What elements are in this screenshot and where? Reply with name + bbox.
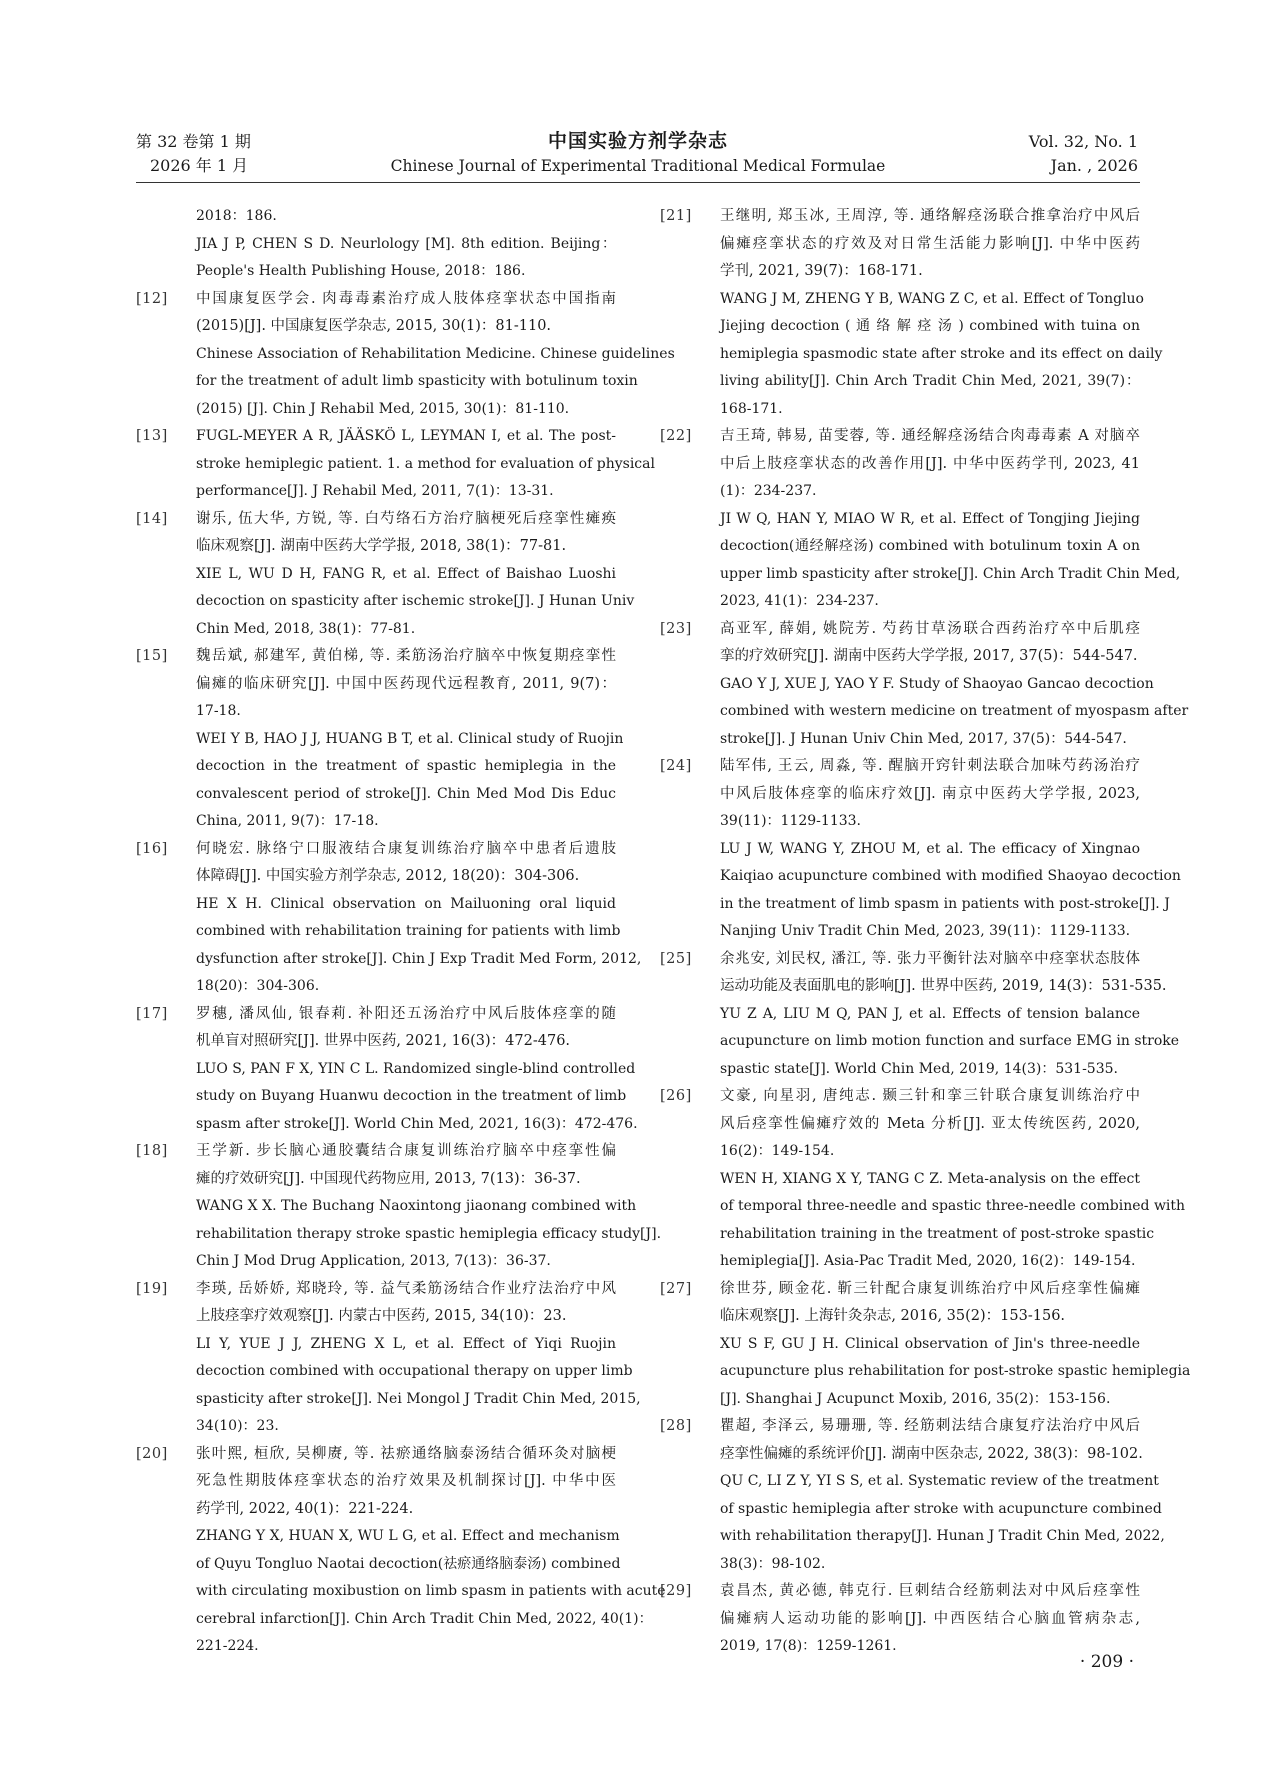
reference-number: [18] bbox=[136, 1143, 168, 1159]
reference-text-line: 魏岳斌, 郝建军, 黄伯梯, 等. 柔筋汤治疗脑卒中恢复期痉挛性 bbox=[196, 648, 616, 664]
reference-text-line: 中后上肢痉挛状态的改善作用[J]. 中华中医药学刊, 2023, 41 bbox=[720, 455, 1140, 472]
reference-text-line: 2023, 41(1)：234-237. bbox=[720, 593, 879, 609]
reference-text-line: LI Y, YUE J J, ZHENG X L, et al. Effect of Yiqi Ruojin bbox=[196, 1335, 616, 1352]
reference-item bbox=[136, 1138, 662, 1276]
reference-item bbox=[136, 643, 624, 836]
reference-text-line: YU Z A, LIU M Q, PAN J, et al. Effects of tension balance bbox=[720, 1005, 1140, 1022]
reference-text-line: 临床观察[J]. 上海针灸杂志, 2016, 35(2)：153-156. bbox=[720, 1308, 1066, 1324]
reference-text-line: 陆军伟, 王云, 周淼, 等. 醒脑开窍针刺法联合加味芍药汤治疗 bbox=[720, 758, 1140, 774]
reference-item bbox=[136, 836, 642, 1001]
reference-item bbox=[660, 1276, 1191, 1414]
reference-text-line: of Quyu Tongluo Naotai decoction(祛瘀通络脑泰汤) combined bbox=[196, 1555, 621, 1572]
reference-text-line: QU C, LI Z Y, YI S S, et al. Systematic review of the treatment bbox=[720, 1473, 1159, 1489]
journal-title-cn: 中国实验方剂学杂志 bbox=[547, 130, 728, 152]
reference-text-line: 偏瘫的临床研究[J]. 中国中医药现代远程教育, 2011, 9(7)： bbox=[196, 675, 616, 692]
reference-text-line: JI W Q, HAN Y, MIAO W R, et al. Effect of Tongjing Jiejing bbox=[720, 510, 1140, 527]
header-date-cn: 2026 年 1 月 bbox=[150, 156, 249, 175]
reference-text-line: Jiejing decoction ( 通 络 解 痉 汤 ) combined with tuina on bbox=[720, 318, 1140, 334]
reference-text-line: 中风后肢体痉挛的临床疗效[J]. 南京中医药大学学报, 2023, bbox=[720, 785, 1140, 802]
reference-number: [12] bbox=[136, 290, 168, 307]
reference-text-line: spasm after stroke[J]. World Chin Med, 2021, 16(3)：472-476. bbox=[196, 1115, 638, 1132]
reference-text-line: 学刊, 2021, 39(7)：168-171. bbox=[720, 263, 923, 279]
reference-text-line: LUO S, PAN F X, YIN C L. Randomized single-blind controlled bbox=[196, 1060, 636, 1077]
reference-text-line: of temporal three-needle and spastic three-needle combined with bbox=[720, 1198, 1186, 1214]
reference-text-line: 中国康复医学会. 肉毒毒素治疗成人肢体痉挛状态中国指南 bbox=[196, 290, 616, 307]
reference-item bbox=[136, 423, 655, 506]
reference-text-line: 上肢痉挛疗效观察[J]. 内蒙古中医药, 2015, 34(10)：23. bbox=[196, 1308, 567, 1324]
reference-text-line: People's Health Publishing House, 2018：186. bbox=[196, 263, 526, 279]
reference-text-line: 王学新. 步长脑心通胶囊结合康复训练治疗脑卒中痉挛性偏 bbox=[196, 1143, 616, 1159]
reference-item bbox=[660, 423, 1181, 616]
reference-text-line: rehabilitation therapy stroke spastic hemiplegia efficacy study[J]. bbox=[196, 1225, 662, 1242]
reference-text-line: performance[J]. J Rehabil Med, 2011, 7(1)：13-31. bbox=[196, 483, 554, 499]
reference-text-line: (2015)[J]. 中国康复医学杂志, 2015, 30(1)：81-110. bbox=[196, 318, 552, 334]
reference-text-line: 何晓宏. 脉络宁口服液结合康复训练治疗脑卒中患者后遗肢 bbox=[196, 840, 616, 857]
reference-text-line: spastic state[J]. World Chin Med, 2019, 14(3)：531-535. bbox=[720, 1060, 1118, 1077]
reference-text-line: decoction(通经解痉汤) combined with botulinum toxin A on bbox=[720, 538, 1140, 554]
reference-text-line: ZHANG Y X, HUAN X, WU L G, et al. Effect and mechanism bbox=[196, 1528, 620, 1544]
reference-text-line: 谢乐, 伍大华, 方锐, 等. 白芍络石方治疗脑梗死后痉挛性瘫痪 bbox=[196, 510, 616, 527]
reference-text-line: 袁昌杰, 黄必德, 韩克行. 巨刺结合经筋刺法对中风后痉挛性 bbox=[720, 1583, 1140, 1599]
reference-text-line: 17-18. bbox=[196, 703, 241, 719]
reference-text-line: decoction combined with occupational therapy on upper limb bbox=[196, 1363, 633, 1379]
reference-number: [27] bbox=[660, 1280, 692, 1297]
reference-text-line: 2018：186. bbox=[196, 208, 277, 224]
reference-text-line: 机单盲对照研究[J]. 世界中医药, 2021, 16(3)：472-476. bbox=[196, 1033, 571, 1049]
reference-text-line: Nanjing Univ Tradit Chin Med, 2023, 39(11)：1129-1133. bbox=[720, 923, 1131, 939]
header-vol-en: Vol. 32, No. 1 bbox=[1028, 132, 1138, 151]
reference-item bbox=[136, 506, 635, 644]
reference-item bbox=[660, 1083, 1186, 1276]
reference-item bbox=[660, 946, 1180, 1084]
reference-text-line: 高亚军, 薛娟, 姚院芳. 芍药甘草汤联合西药治疗卒中后肌痉 bbox=[720, 620, 1140, 637]
reference-text-line: 徐世芬, 顾金花. 靳三针配合康复训练治疗中风后痉挛性偏瘫 bbox=[720, 1280, 1140, 1297]
reference-text-line: 痉挛性偏瘫的系统评价[J]. 湖南中医杂志, 2022, 38(3)：98-102. bbox=[720, 1445, 1143, 1462]
reference-item bbox=[136, 1441, 666, 1661]
reference-item bbox=[660, 1413, 1165, 1578]
reference-text-line: rehabilitation training in the treatment of post-stroke spastic bbox=[720, 1225, 1155, 1242]
reference-text-line: 余兆安, 刘民权, 潘江, 等. 张力平衡针法对脑卒中痉挛状态肢体 bbox=[720, 950, 1140, 967]
reference-text-line: 风后痉挛性偏瘫疗效的 Meta 分析[J]. 亚太传统医药, 2020, bbox=[720, 1115, 1140, 1132]
reference-text-line: stroke[J]. J Hunan Univ Chin Med, 2017, 37(5)：544-547. bbox=[720, 730, 1127, 747]
reference-text-line: Kaiqiao acupuncture combined with modified Shaoyao decoction bbox=[720, 868, 1181, 884]
reference-text-line: stroke hemiplegic patient. 1. a method for evaluation of physical bbox=[196, 455, 655, 472]
reference-text-line: 瘫的疗效研究[J]. 中国现代药物应用, 2013, 7(13)：36-37. bbox=[196, 1170, 581, 1187]
reference-text-line: decoction in the treatment of spastic hemiplegia in the bbox=[196, 758, 616, 774]
reference-text-line: 罗穗, 潘凤仙, 银春莉. 补阳还五汤治疗中风后肢体痉挛的随 bbox=[196, 1005, 616, 1022]
reference-text-line: spasticity after stroke[J]. Nei Mongol J Tradit Chin Med, 2015, bbox=[196, 1390, 641, 1407]
reference-text-line: XIE L, WU D H, FANG R, et al. Effect of Baishao Luoshi bbox=[196, 565, 616, 582]
reference-number: [21] bbox=[660, 208, 692, 224]
reference-text-line: (1)：234-237. bbox=[720, 483, 817, 499]
reference-text-line: WANG X X. The Buchang Naoxintong jiaonang combined with bbox=[196, 1198, 637, 1214]
reference-text-line: in the treatment of limb spasm in patients with post-stroke[J]. J bbox=[720, 895, 1170, 912]
header-volume: 第 32 卷第 1 期 bbox=[136, 132, 251, 151]
reference-number: [29] bbox=[660, 1583, 692, 1599]
reference-text-line: cerebral infarction[J]. Chin Arch Tradit Chin Med, 2022, 40(1)： bbox=[196, 1610, 653, 1627]
reference-text-line: decoction on spasticity after ischemic stroke[J]. J Hunan Univ bbox=[196, 593, 635, 609]
reference-text-line: combined with western medicine on treatment of myospasm after bbox=[720, 703, 1189, 719]
reference-item bbox=[660, 203, 1163, 423]
reference-text-line: FUGL-MEYER A R, JÄÄSKÖ L, LEYMAN I, et al. The post- bbox=[196, 428, 616, 444]
reference-text-line: acupuncture plus rehabilitation for post-stroke spastic hemiplegia bbox=[720, 1363, 1191, 1379]
reference-item bbox=[136, 203, 616, 286]
reference-number: [23] bbox=[660, 620, 692, 637]
reference-text-line: 李瑛, 岳娇娇, 郑晓玲, 等. 益气柔筋汤结合作业疗法治疗中风 bbox=[196, 1280, 616, 1297]
header-rule bbox=[136, 182, 1140, 183]
reference-text-line: LU J W, WANG Y, ZHOU M, et al. The efficacy of Xingnao bbox=[720, 840, 1140, 857]
reference-text-line: 38(3)：98-102. bbox=[720, 1555, 826, 1572]
reference-number: [20] bbox=[136, 1445, 168, 1462]
reference-text-line: with rehabilitation therapy[J]. Hunan J Tradit Chin Med, 2022, bbox=[720, 1528, 1165, 1544]
reference-number: [16] bbox=[136, 840, 168, 857]
reference-text-line: [J]. Shanghai J Acupunct Moxib, 2016, 35(2)：153-156. bbox=[720, 1390, 1111, 1407]
reference-number: [17] bbox=[136, 1005, 168, 1022]
reference-text-line: 文豪, 向星羽, 唐纯志. 颞三针和挛三针联合康复训练治疗中 bbox=[720, 1088, 1140, 1104]
reference-text-line: (2015) [J]. Chin J Rehabil Med, 2015, 30(1)：81-110. bbox=[196, 400, 570, 417]
reference-text-line: for the treatment of adult limb spasticity with botulinum toxin bbox=[196, 373, 638, 389]
reference-number: [26] bbox=[660, 1088, 692, 1104]
reference-number: [22] bbox=[660, 428, 692, 444]
reference-text-line: 偏瘫痉挛状态的疗效及对日常生活能力影响[J]. 中华中医药 bbox=[720, 235, 1140, 252]
reference-text-line: Chin J Mod Drug Application, 2013, 7(13)：36-37. bbox=[196, 1253, 551, 1269]
reference-text-line: 挛的疗效研究[J]. 湖南中医药大学学报, 2017, 37(5)：544-547. bbox=[720, 648, 1138, 664]
reference-text-line: study on Buyang Huanwu decoction in the treatment of limb bbox=[196, 1088, 627, 1104]
reference-item bbox=[660, 1578, 1140, 1661]
reference-text-line: WANG J M, ZHENG Y B, WANG Z C, et al. Effect of Tongluo bbox=[720, 290, 1144, 307]
reference-number: [19] bbox=[136, 1280, 168, 1297]
reference-text-line: upper limb spasticity after stroke[J]. Chin Arch Tradit Chin Med, bbox=[720, 565, 1181, 582]
page-number: · 209 · bbox=[1079, 1652, 1134, 1672]
reference-text-line: 瞿超, 李泽云, 易珊珊, 等. 经筋刺法结合康复疗法治疗中风后 bbox=[720, 1418, 1140, 1434]
reference-text-line: 张叶熙, 桓欣, 吴柳赓, 等. 祛瘀通络脑泰汤结合循环灸对脑梗 bbox=[196, 1445, 616, 1462]
reference-column-left bbox=[136, 203, 675, 1661]
reference-number: [24] bbox=[660, 758, 692, 774]
reference-text-line: 偏瘫病人运动功能的影响[J]. 中西医结合心脑血管病杂志, bbox=[720, 1610, 1140, 1627]
reference-text-line: Chin Med, 2018, 38(1)：77-81. bbox=[196, 620, 416, 637]
header-date-en: Jan. , 2026 bbox=[1050, 156, 1138, 175]
reference-text-line: living ability[J]. Chin Arch Tradit Chin Med, 2021, 39(7)： bbox=[720, 373, 1140, 389]
reference-text-line: hemiplegia spasmodic state after stroke and its effect on daily bbox=[720, 345, 1163, 362]
reference-text-line: GAO Y J, XUE J, YAO Y F. Study of Shaoyao Gancao decoction bbox=[720, 675, 1154, 692]
reference-number: [13] bbox=[136, 428, 168, 444]
reference-text-line: 18(20)：304-306. bbox=[196, 978, 320, 994]
reference-text-line: combined with rehabilitation training for patients with limb bbox=[196, 923, 621, 939]
reference-text-line: China, 2011, 9(7)：17-18. bbox=[196, 813, 379, 829]
reference-text-line: dysfunction after stroke[J]. Chin J Exp Tradit Med Form, 2012, bbox=[196, 950, 642, 967]
reference-text-line: 死急性期肢体痉挛状态的治疗效果及机制探讨[J]. 中华中医 bbox=[196, 1473, 616, 1489]
reference-text-line: 221-224. bbox=[196, 1638, 259, 1654]
reference-text-line: 168-171. bbox=[720, 400, 783, 417]
reference-text-line: of spastic hemiplegia after stroke with acupuncture combined bbox=[720, 1500, 1162, 1517]
reference-text-line: Chinese Association of Rehabilitation Medicine. Chinese guidelines bbox=[196, 345, 675, 362]
reference-text-line: JIA J P, CHEN S D. Neurlology [M]. 8th edition. Beijing： bbox=[196, 235, 616, 252]
reference-text-line: acupuncture on limb motion function and surface EMG in stroke bbox=[720, 1033, 1180, 1049]
journal-title-en: Chinese Journal of Experimental Traditional Medical Formulae bbox=[390, 157, 886, 175]
reference-text-line: 王继明, 郑玉冰, 王周淳, 等. 通络解痉汤联合推拿治疗中风后 bbox=[720, 208, 1140, 224]
reference-number: [25] bbox=[660, 950, 692, 967]
reference-text-line: 16(2)：149-154. bbox=[720, 1143, 835, 1159]
reference-text-line: hemiplegia[J]. Asia-Pac Tradit Med, 2020, 16(2)：149-154. bbox=[720, 1253, 1136, 1269]
reference-text-line: 药学刊, 2022, 40(1)：221-224. bbox=[196, 1500, 414, 1517]
reference-text-line: 运动功能及表面肌电的影响[J]. 世界中医药, 2019, 14(3)：531-535. bbox=[720, 978, 1167, 994]
reference-item bbox=[136, 1276, 641, 1441]
reference-text-line: HE X H. Clinical observation on Mailuoning oral liquid bbox=[196, 895, 616, 912]
reference-text-line: XU S F, GU J H. Clinical observation of Jin's three-needle bbox=[720, 1335, 1140, 1352]
header-issue-info bbox=[1029, 130, 1138, 178]
reference-text-line: WEN H, XIANG X Y, TANG C Z. Meta-analysis on the effect bbox=[720, 1170, 1140, 1187]
reference-number: [15] bbox=[136, 648, 168, 664]
reference-text-line: 39(11)：1129-1133. bbox=[720, 813, 861, 829]
reference-text-line: 34(10)：23. bbox=[196, 1418, 279, 1434]
reference-item bbox=[136, 1001, 638, 1139]
reference-text-line: 临床观察[J]. 湖南中医药大学学报, 2018, 38(1)：77-81. bbox=[196, 538, 567, 554]
reference-number: [28] bbox=[660, 1418, 692, 1434]
reference-item bbox=[660, 616, 1189, 754]
reference-text-line: 吉王琦, 韩易, 苗雯蓉, 等. 通经解痉汤结合肉毒毒素 A 对脑卒 bbox=[720, 428, 1140, 444]
reference-item bbox=[660, 753, 1181, 946]
reference-text-line: with circulating moxibustion on limb spasm in patients with acute bbox=[196, 1583, 666, 1599]
reference-text-line: WEI Y B, HAO J J, HUANG B T, et al. Clinical study of Ruojin bbox=[196, 730, 624, 747]
reference-text-line: 2019, 17(8)：1259-1261. bbox=[720, 1638, 897, 1654]
reference-text-line: 体障碍[J]. 中国实验方剂学杂志, 2012, 18(20)：304-306. bbox=[196, 868, 580, 884]
reference-item bbox=[136, 286, 675, 424]
reference-number: [14] bbox=[136, 510, 168, 527]
reference-text-line: convalescent period of stroke[J]. Chin Med Mod Dis Educ bbox=[196, 785, 616, 802]
reference-column-right bbox=[660, 203, 1191, 1661]
